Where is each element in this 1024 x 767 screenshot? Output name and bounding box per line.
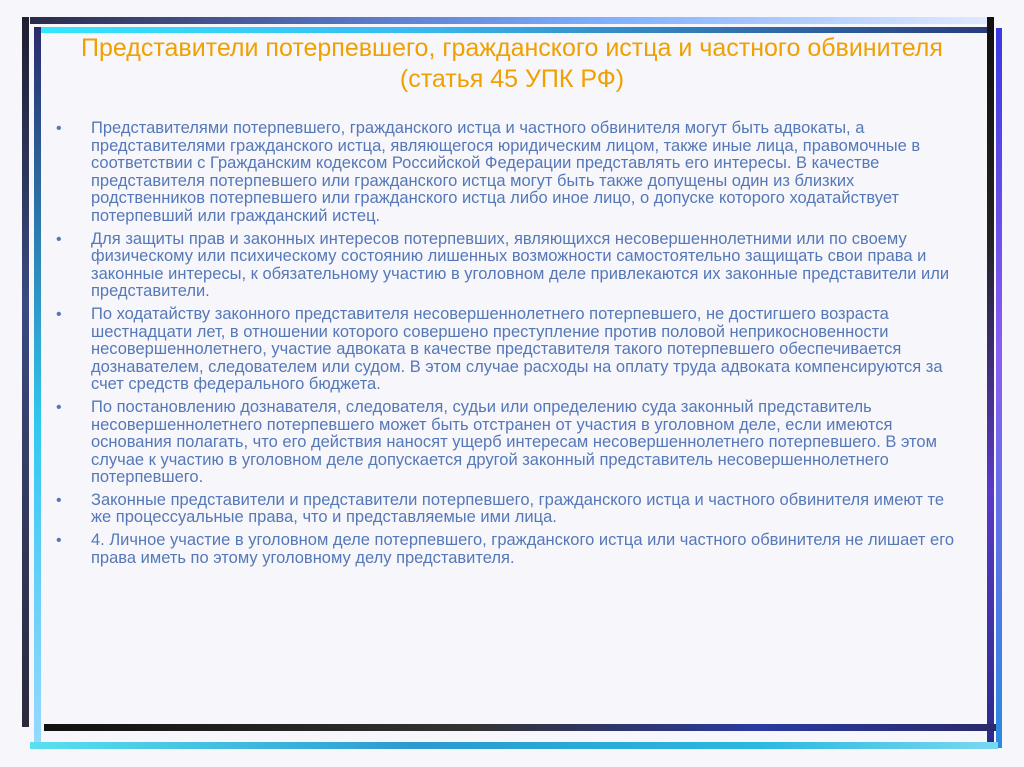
list-item: [56, 306, 956, 394]
bullet-icon: •: [56, 230, 62, 248]
list-item: [56, 399, 956, 487]
list-item: [56, 231, 956, 301]
frame-left-accent-bar: [34, 27, 41, 749]
frame-right-accent-bar: [996, 28, 1002, 748]
paragraph-text: Представителями потерпевшего, гражданского истца и частного обвинителя могут быть адвокаты, а представителями гражданского истца, являющегося юридическим лицом, также иные лица, правомочные в соответствии с Гражданским кодексом Российской Федерации представлять его интересы. В качестве представителя потерпевшего или гражданского истца могут быть также допущены один из близких родственников потерпевшего или гражданского истца либо иное лицо, о допуске которого ходатайствует потерпевший или гражданский истец.: [91, 119, 921, 225]
bullet-icon: •: [56, 305, 62, 323]
bullet-list: [56, 120, 956, 572]
paragraph-text: По постановлению дознавателя, следователя, судьи или определению суда законный представитель несовершеннолетнего потерпевшего может быть отстранен от участия в уголовном деле, если имеются основания полагать, что его действия наносят ущерб интересам несовершеннолетнего потерпевшего. В этом случае к участию в уголовном деле допускается другой законный представитель несовершеннолетнего потерпевшего.: [91, 397, 937, 487]
slide-title: Представители потерпевшего, гражданского истца и частного обвинителя (статья 45 УПК РФ): [81, 34, 943, 93]
list-item: [56, 492, 956, 527]
frame-right-bar: [987, 17, 994, 745]
frame-top-bar: [30, 17, 988, 24]
frame-bottom-accent-bar: [30, 742, 998, 749]
paragraph-text: Для защиты прав и законных интересов потерпевших, являющихся несовершеннолетними или по своему физическому или психическому состоянию лишенных возможности самостоятельно защищать свои права и законные интересы, к обязательному участию в уголовном деле привлекаются их законные представители или представители.: [91, 229, 950, 301]
bullet-icon: •: [56, 532, 62, 550]
bullet-icon: •: [56, 398, 62, 416]
frame-bottom-bar: [44, 724, 996, 731]
paragraph-text: Законные представители и представители потерпевшего, гражданского истца и частного обвинителя имеют те же процессуальные права, что и представляемые ими лица.: [91, 490, 945, 527]
paragraph-text: 4. Личное участие в уголовном деле потерпевшего, гражданского истца или частного обвинителя не лишает его права иметь по этому уголовному делу представителя.: [91, 531, 955, 567]
bullet-icon: •: [56, 491, 62, 509]
list-item: [56, 120, 956, 226]
list-item: [56, 532, 956, 567]
bullet-icon: •: [56, 120, 62, 137]
frame-left-bar: [22, 17, 29, 727]
paragraph-text: По ходатайству законного представителя несовершеннолетнего потерпевшего, не достигшего возраста шестнадцати лет, в отношении которого совершено преступление против половой неприкосновенности несовершеннолетнего, участие адвоката в качестве представителя такого потерпевшего обеспечивается дознавателем, следователем или судом. В этом случае расходы на оплату труда адвоката компенсируются за счет средств федерального бюджета.: [91, 304, 943, 394]
